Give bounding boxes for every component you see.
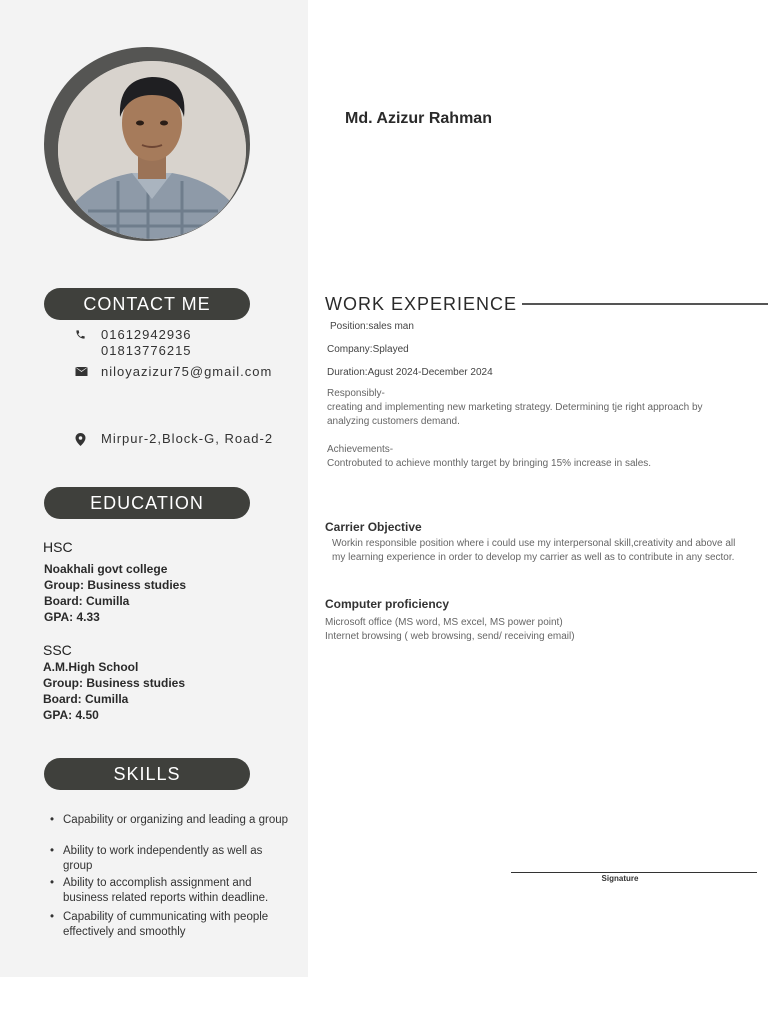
objective-text (332, 537, 735, 565)
skill-text: • Ability to work independently as well as (63, 845, 263, 857)
responsibility-line: analyzing customers demand. (327, 416, 460, 427)
full-name: Md. Azizur Rahman (345, 110, 492, 127)
computer-heading: Computer proficiency (325, 597, 450, 611)
contact-heading: CONTACT ME (44, 288, 250, 320)
skill-text: • Capability of cummunicating with people (63, 911, 269, 923)
address-text: Mirpur-2,Block-G, Road-2 (101, 431, 274, 446)
phone-row (75, 327, 192, 359)
skill-text: Capability or organizing and leading a group (63, 814, 289, 826)
skill-text: effectively and smoothly (63, 926, 186, 938)
responsibility-label: Responsibly- (327, 388, 385, 399)
work-company: Company:Splayed (327, 344, 409, 355)
address-row (75, 431, 273, 447)
phone-number: 01813776215 (101, 343, 192, 358)
work-experience-heading: WORK EXPERIENCE (325, 294, 518, 314)
heading-divider (522, 303, 768, 305)
edu-line: GPA: 4.33 (44, 610, 100, 624)
responsibility-line: creating and implementing new marketing strategy. Determining tje right approach by (327, 402, 703, 413)
objective-line: Workin responsible position where i could use my interpersonal skill,creativity and above all (332, 538, 736, 549)
list-item (50, 844, 262, 874)
avatar (58, 61, 246, 239)
envelope-icon (75, 364, 101, 377)
work-position: Position:sales man (330, 321, 414, 332)
list-item (50, 876, 268, 906)
edu-line: Noakhali govt college (44, 562, 168, 576)
edu-line: Board: Cumilla (44, 594, 130, 608)
achievements-text: Controbuted to achieve monthly target by bringing 15% increase in sales. (327, 458, 652, 469)
work-responsibility (327, 387, 745, 429)
location-pin-icon (75, 431, 101, 446)
skill-text: business related reports within deadline. (63, 892, 269, 904)
phone-icon (75, 327, 101, 340)
work-achievements (327, 443, 745, 471)
edu-line: Group: Business studies (44, 578, 187, 592)
edu-line: Group: Business studies (43, 676, 186, 690)
edu-details-hsc (44, 561, 186, 625)
email-address: niloyazizur75@gmail.com (101, 364, 273, 379)
computer-text (325, 616, 575, 644)
person-portrait-icon (58, 61, 246, 239)
work-duration: Duration:Agust 2024-December 2024 (327, 367, 493, 378)
computer-line: Microsoft office (MS word, MS excel, MS power point) (325, 617, 563, 628)
edu-line: Board: Cumilla (43, 692, 129, 706)
edu-level-hsc: HSC (43, 539, 73, 555)
email-row (75, 364, 272, 380)
profile-photo (44, 47, 250, 241)
skills-heading: SKILLS (44, 758, 250, 790)
achievements-label: Achievements- (327, 444, 394, 455)
signature-line (511, 872, 757, 873)
list-item (50, 910, 268, 940)
edu-details-ssc (43, 659, 185, 723)
list-item (50, 813, 288, 828)
phone-number: 01612942936 (101, 327, 192, 342)
objective-heading: Carrier Objective (325, 520, 422, 534)
edu-line: GPA: 4.50 (43, 708, 99, 722)
skill-text: group (63, 860, 93, 872)
signature-label: Signature (601, 874, 639, 883)
edu-line: A.M.High School (43, 660, 139, 674)
edu-level-ssc: SSC (43, 642, 72, 658)
objective-line: my learning experience in order to develop my carrier as well as to contribute in any sector. (332, 552, 735, 563)
skill-text: • Ability to accomplish assignment and (63, 877, 252, 889)
education-heading: EDUCATION (44, 487, 250, 519)
computer-line: Internet browsing ( web browsing, send/ receiving email) (325, 631, 575, 642)
